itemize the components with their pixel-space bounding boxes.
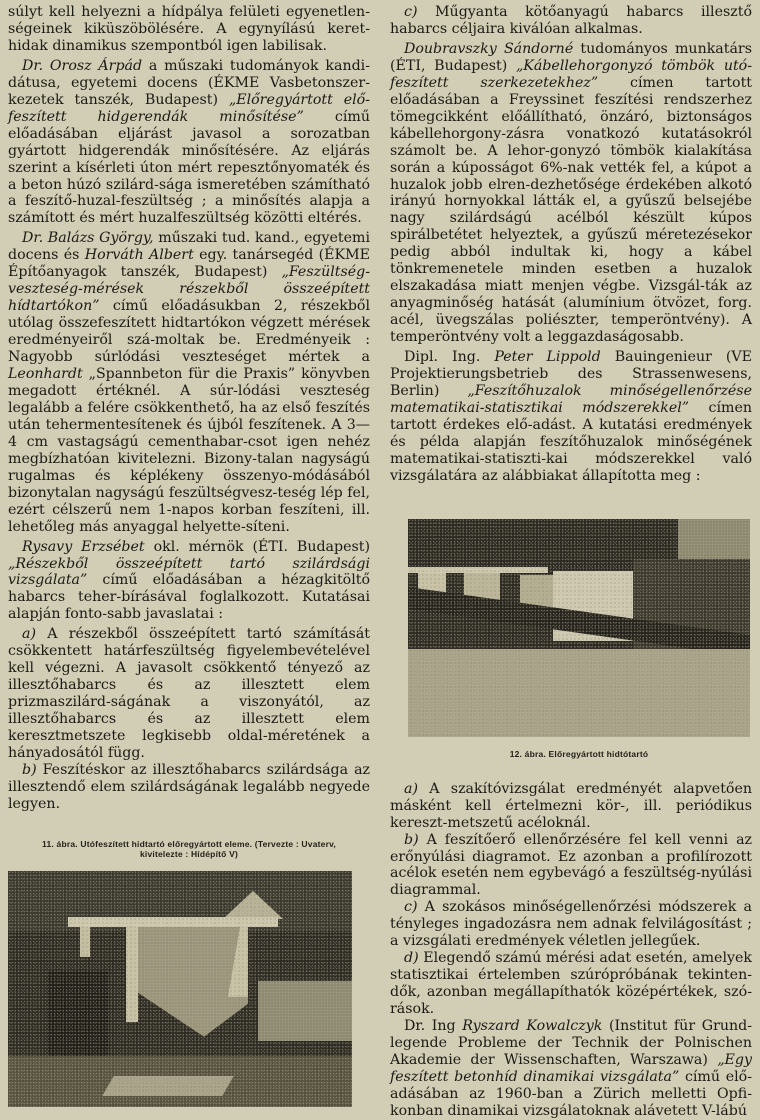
list-marker: b) bbox=[22, 761, 37, 778]
list-item-a: a) A részekből összeépített tartó számítását csökkentett határfeszültség figyelembevételével kell végezni. A javasolt csökkentő tényező az illesztőhabarcs és az illesztett elem prizmaszilárd-ságának a viszonyától, az illesztőhabarcs és az illesztett elem keresztmetszete legkisebb oldal-méretének a hányadosától függ. bbox=[8, 626, 371, 761]
figure-12-photo bbox=[408, 519, 750, 737]
list-marker: b) bbox=[404, 831, 419, 848]
list-marker: c) bbox=[404, 899, 418, 916]
author-name: Dr. Orosz Árpád bbox=[22, 57, 143, 74]
left-column bbox=[8, 4, 370, 1107]
list-item-b: b) A feszítőerő ellenőrzésére fel kell venni az erőnyúlási diagramot. Ez azonban a profilírozott acélok esetén nem egybevágó a feszültség-nyúlási diagrammal. bbox=[390, 831, 752, 899]
paragraph-intro: súlyt kell helyezni a hídpálya felületi egyenetlen-ségeinek kiküszöbölésére. A egynyílású keret-hidak dinamikus szempontból igen labilisak. bbox=[8, 4, 370, 54]
author-name: Rysavy Erzsébet bbox=[22, 538, 145, 555]
lecture-title: „Feszültség-veszteség-mérések részekből összeépített hídtartókon” bbox=[8, 264, 370, 315]
author-name: Horváth Albert bbox=[84, 247, 194, 264]
list-marker: a) bbox=[22, 626, 36, 643]
paragraph-kowalczyk: Dr. Ing Ryszard Kowalczyk (Institut für Grund-legende Probleme der Technik der Polnischen Akademie der Wissenschaften, Warszawa) „Egy feszített betonhíd dinamikai vizsgálata” című elő-adásában az 1960-ban a Zürich melletti Opfi-konban dinamikai vizsgálatoknak alávetett V-lábú bbox=[390, 1018, 752, 1119]
right-column bbox=[390, 4, 752, 1120]
paragraph-doubravszky: Doubravszky Sándorné tudományos munkatárs (ÉTI, Budapest) „Kábellehorgonyzó tömbök utó-feszített szerkezetekhez” címen tartott előadásában a Freyssinet feszítési rendszerhez tömegcikként előállítható, önzáró, biztonságos kábellehorgony-zásra vonatkozó kutatásokról számolt be. A lehor-gonyzó tömbök kialakítása során a kúposságot 6%-nak vették fel, a kúpot a huzalok jobb elren-dezhetősége érdekében alkotó irányú hornyokkal látták el, a gyűszű belsejébe nagy szilárdságú acélból készült kúpos spirálbetétet helyeztek, a gyűszű méretezésekor pedig abból indultak ki, hogy a kábel tönkremenetele minden esetben a huzalok elszakadása miatt menjen végbe. Vizsgál-ták az anyagminőség hatását (alumínium ötvözet, forg. acél, üvegszálas poliészter, temperöntvény). A temperöntvény volt a leggazdaságosabb. bbox=[390, 40, 752, 346]
lecture-title: „Egy feszített betonhíd dinamikai vizsgálata” bbox=[390, 1051, 752, 1085]
list-item-c: c) Műgyanta kötőanyagú habarcs illesztő habarcs céljaira kiválóan alkalmas. bbox=[390, 4, 752, 37]
list-item-b: b) Feszítéskor az illesztőhabarcs szilárdsága az illesztendő elem szilárdságának legalább negyede legyen. bbox=[8, 761, 371, 812]
lecture-title: „Feszítőhuzalok minőségellenőrzése matematikai-statisztikai módszerekkel” bbox=[390, 382, 752, 416]
list-marker: c) bbox=[404, 4, 418, 20]
list-item-a: a) A szakítóvizsgálat eredményét alapvetően másként kell értelmezni kör-, ill. periódikus kereszt-metszetű acéloknál. bbox=[390, 780, 752, 831]
author-name: Doubravszky Sándorné bbox=[404, 40, 574, 57]
figure-11-caption: 11. ábra. Utófeszített hidtartó előregyártott eleme. (Tervezte : Uvaterv, kivitelezte : Hídépítő V) bbox=[42, 838, 336, 859]
lecture-title: „Előregyártott elő-feszített hidgerendák minősítése” bbox=[8, 91, 370, 125]
author-name: Peter Lippold bbox=[494, 349, 601, 366]
paragraph-balazs: Dr. Balázs György, műszaki tud. kand., egyetemi docens és Horváth Albert egy. tanársegéd (ÉKME Építőanyagok tanszék, Budapest) „Feszültség-veszteség-mérések részekből összeépített hídtartókon” című előadásukban 2, részekből utólag összefeszített hidtartókon végzett mérések eredményeiről szá-moltak be. Eredményeik : Nagyobb súrlódási veszteséget mértek a Leonhardt „Spannbeton für die Praxis” könyvben megadott értéknél. A súr-lódási veszteség legalább a felére csökkenthető, ha az első feszítés után tehermentesítenek és újból feszítenek. A 3—4 cm vastagságú cementhabar-csot igen nehéz megbízhatóan kivitelezni. Bizony-talan nagyságú rugalmas és képlékeny összenyo-módásából bizonytalan nagyságú feszültségvesz-teség lép fel, ezért célszerű nem 1-napos korban feszíteni, ill. lehetőleg más anyaggal helyette-síteni. bbox=[8, 230, 371, 535]
figure-11-photo bbox=[8, 871, 352, 1107]
paragraph-orosz: Dr. Orosz Árpád a műszaki tudományok kandi-dátusa, egyetemi docens (ÉKME Vasbetonszer-kezetek tanszék, Budapest) „Előregyártott elő-feszített hidgerendák minősítése” című előadásában eljárást javasol a sorozatban gyártott hidgerendák minősítésére. Az eljárás szerint a kísérleti úton mért repesztőnyomaték és a beton húzó szilárd-sága ismeretében számítható a feszítő-huzal-feszültség ; a minősítés alapja a számított és mért huzalfeszültség közötti eltérés. bbox=[8, 57, 370, 227]
paragraph-rysavy: Rysavy Erzsébet okl. mérnök (ÉTI. Budapest) „Részekből összeépített tartó szilárdsági vizsgálata” című előadásában a hézagkitöltő habarcs teher-bírásával foglalkozott. Kutatásai alapján fonto-sabb javaslatai : bbox=[8, 538, 370, 623]
author-name: Leonhardt bbox=[8, 366, 83, 383]
paragraph-lippold: Dipl. Ing. Peter Lippold Bauingenieur (VE Projektierungsbetrieb des Strassenwesens, Berlin) „Feszítőhuzalok minőségellenőrzése matematikai-statisztikai módszerekkel” címen tartott érdekes elő-adást. A kutatási eredmények és példa alapján feszítőhuzalok minőségének matematikai-statiszti-kai módszerekkel való vizsgálatára az alábbiakat állapította meg : bbox=[390, 349, 752, 484]
list-item-d: d) Elegendő számú mérési adat esetén, amelyek statisztikai értelemben szúrópróbának tekinten-dők, azonban megállapíthatók középértékek, szó-rások. bbox=[390, 950, 752, 1018]
list-marker: d) bbox=[404, 950, 419, 967]
figure-12-caption: 12. ábra. Előregyártott hidtótartó bbox=[509, 748, 649, 759]
list-item-c: c) A szokásos minőségellenőrzési módszerek a tényleges ingadozásra nem adnak felvilágosítást ; a vizsgálati eredmények véletlen jellegűek. bbox=[390, 899, 752, 950]
author-name: Dr. Balázs György, bbox=[22, 230, 154, 247]
lecture-title: „Kábellehorgonyzó tömbök utó-feszített szerkezetekhez” bbox=[390, 57, 752, 91]
author-name: Ryszard Kowalczyk bbox=[462, 1018, 603, 1035]
lecture-title: „Részekből összeépített tartó szilárdsági vizsgálata” bbox=[8, 555, 370, 589]
list-marker: a) bbox=[404, 780, 418, 797]
